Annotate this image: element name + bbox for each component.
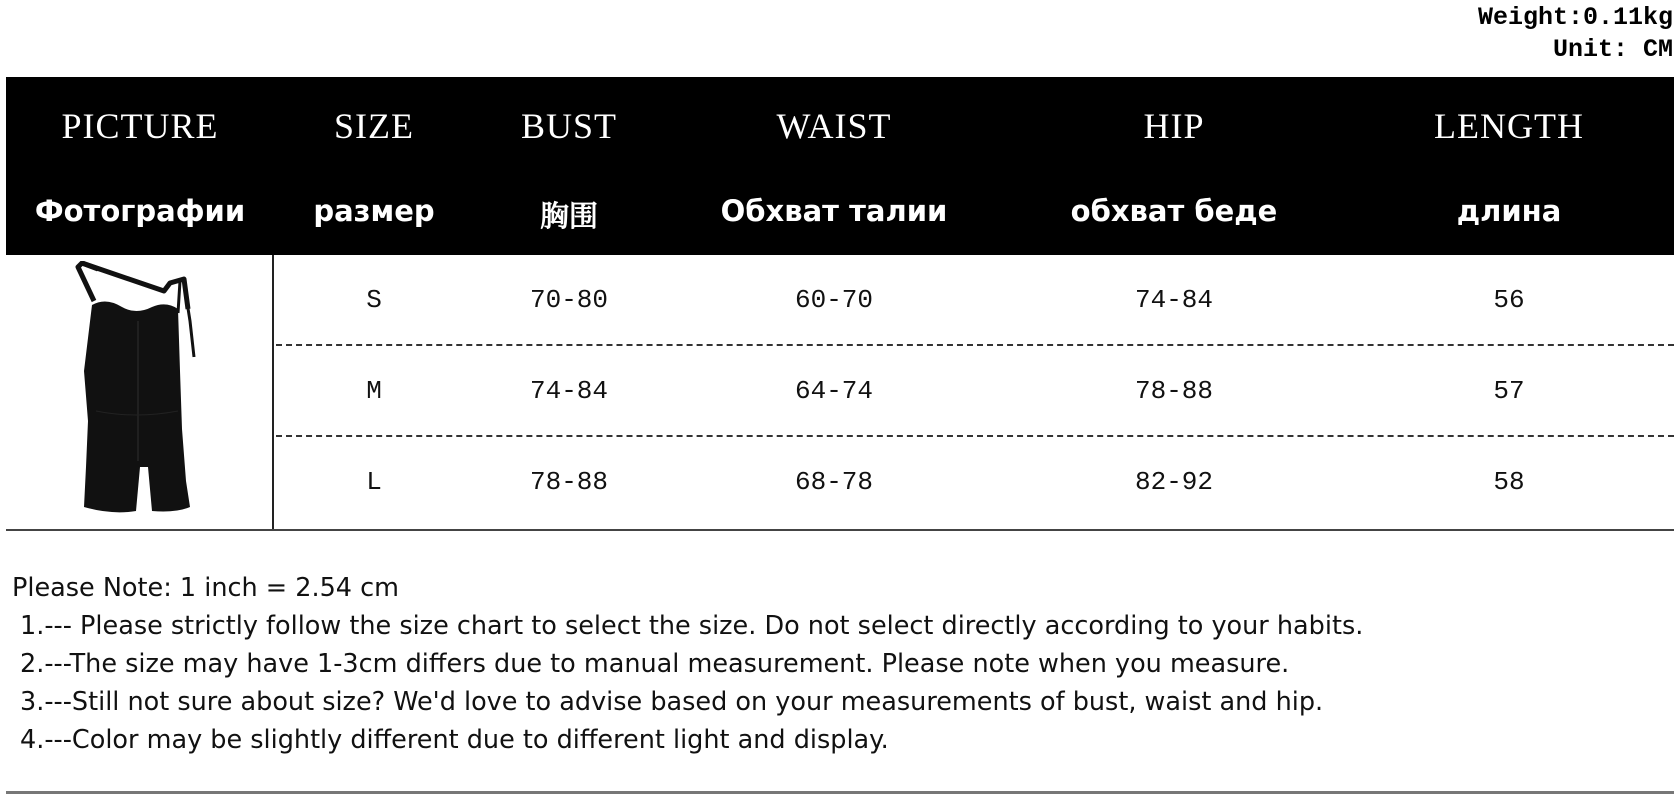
header-label-en: HIP (1143, 106, 1205, 146)
header-label-ru: Обхват талии (720, 194, 948, 228)
note-item: 4.---Color may be slightly different due to different light and display. (20, 725, 889, 755)
footer-divider (6, 791, 1674, 794)
size-value: L (366, 467, 382, 497)
bust-value: 78-88 (529, 467, 608, 497)
weight-label: Weight:0.11kg (1477, 3, 1673, 32)
header-label-en: LENGTH (1434, 106, 1584, 146)
header-label-en: WAIST (776, 106, 892, 146)
size-value: M (366, 376, 382, 406)
hip-value: 78-88 (1134, 376, 1213, 406)
length-value: 56 (1493, 285, 1525, 315)
waist-value: 68-78 (794, 467, 873, 497)
header-label-ru: длина (1456, 194, 1562, 228)
header-hip (1004, 77, 1344, 255)
note-item: 1.--- Please strictly follow the size chart to select the size. Do not select directly according to your habits. (20, 611, 1364, 641)
header-label-ru: обхват беде (1070, 194, 1278, 228)
header-label-ru: размер (313, 194, 435, 228)
size-value: S (366, 285, 382, 315)
waist-value: 60-70 (794, 285, 873, 315)
hip-value: 82-92 (1134, 467, 1213, 497)
bust-value: 74-84 (529, 376, 608, 406)
waist-value: 64-74 (794, 376, 873, 406)
header-size (274, 77, 474, 255)
header-label-en: BUST (520, 106, 618, 146)
notes-heading: Please Note: 1 inch = 2.54 cm (12, 573, 399, 603)
length-value: 58 (1493, 467, 1525, 497)
table-row (276, 346, 1674, 437)
unit-label: Unit: CM (1552, 35, 1673, 64)
header-waist (664, 77, 1004, 255)
header-length (1344, 77, 1674, 255)
length-value: 57 (1493, 376, 1525, 406)
note-item: 3.---Still not sure about size? We'd love to advise based on your measurements of bust, waist and hip. (20, 687, 1324, 717)
table-row (276, 437, 1674, 528)
table-header (6, 77, 1674, 255)
header-label-ru: 胸围 (539, 199, 598, 233)
product-meta (1478, 2, 1673, 66)
header-picture (6, 77, 274, 255)
header-label-ru: Фотографии (34, 194, 246, 228)
header-label-en: PICTURE (61, 106, 219, 146)
hip-value: 74-84 (1134, 285, 1213, 315)
table-body (6, 255, 1674, 529)
header-bust (474, 77, 664, 255)
picture-cell (6, 255, 274, 529)
notes-section (12, 569, 1363, 759)
bust-value: 70-80 (529, 285, 608, 315)
table-row (276, 255, 1674, 346)
table-bottom-divider (6, 529, 1674, 531)
note-item: 2.---The size may have 1-3cm differs due to manual measurement. Please note when you measure. (20, 649, 1290, 679)
black-romper-icon (66, 261, 214, 523)
header-label-en: SIZE (334, 106, 414, 146)
